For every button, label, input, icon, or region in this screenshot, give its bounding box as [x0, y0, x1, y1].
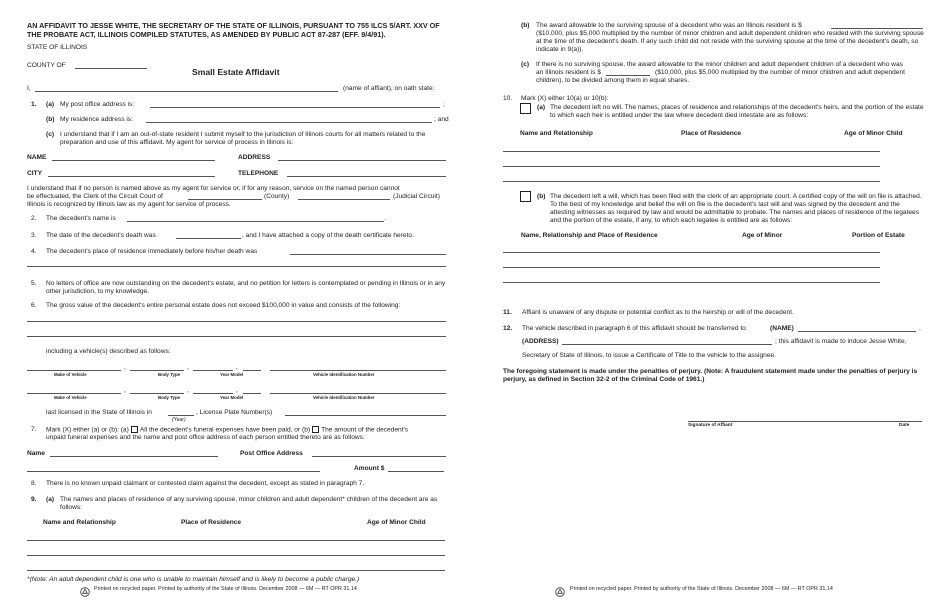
p1b-text: My residence address is:: [60, 116, 133, 123]
footer: Printed on recycled paper. Printed by authority of the State of Illinois. December 2008 — 6M — RT OPR 31.14: [94, 586, 357, 592]
perjury-statement: The foregoing statement is made under the penalties of perjury. (Note: A fraudulent statement made under the penalties of perjury is perjury, as defined in Section 32-2 of the Criminal Code of 1961.): [503, 368, 918, 383]
heir-line-2[interactable]: [503, 166, 880, 167]
p11-num: 11.: [503, 309, 512, 316]
children-award-field[interactable]: [606, 75, 650, 76]
recycle-icon: [80, 584, 90, 602]
checkbox-icon[interactable]: [131, 426, 138, 433]
recycle-icon: [555, 584, 565, 602]
p3-end: , and I have attached a copy of the death certificate hereto.: [242, 232, 414, 239]
transferee-name-field[interactable]: [798, 331, 916, 332]
col-name: Name and Relationship: [43, 519, 116, 526]
p7-num: 7.: [31, 426, 37, 433]
funeral-name-label: Name: [27, 450, 45, 457]
p1a-label: (a): [46, 101, 55, 108]
p2-text: The decedent's name is: [46, 215, 116, 222]
p12-address-end: ; this affidavit is made to induce Jesse White,: [775, 338, 907, 345]
county-field[interactable]: [75, 68, 147, 69]
survivor-line-2[interactable]: [27, 555, 445, 556]
legatee-col-age: Age of Minor: [742, 232, 783, 239]
p12-address-label: (ADDRESS): [522, 338, 559, 345]
header-line-2: THE PROBATE ACT, ILLINOIS COMPILED STATUTES, AS AMENDED BY PUBLIC ACT 87-287 (EFF. 9/4/91).: [27, 30, 386, 39]
survivor-line-3[interactable]: [27, 570, 445, 571]
agent-name-field[interactable]: [52, 160, 215, 161]
vehicle-year-field[interactable]: [193, 370, 233, 371]
p1c-label: (c): [46, 131, 55, 138]
p9c-line-3: children), to be divided among them in equal shares.: [536, 77, 690, 84]
col-age: Age of Minor Child: [367, 519, 426, 526]
p10-text: Mark (X) either 10(a) or 10(b):: [521, 95, 609, 102]
affiant-name-field[interactable]: [35, 91, 338, 92]
heir-line-1[interactable]: [503, 151, 880, 152]
date-caption: Date: [899, 423, 910, 428]
vehicle-intro: including a vehicle(s) described as follows:: [46, 348, 171, 355]
county-label: COUNTY OF: [27, 62, 66, 69]
p9b-label: (b): [521, 22, 530, 29]
residence-address-field[interactable]: [146, 122, 432, 123]
legatee-col-name: Name, Relationship and Place of Residence: [521, 232, 658, 239]
state-label: STATE OF ILLINOIS: [27, 44, 88, 51]
p5-num: 5.: [31, 280, 37, 287]
vehicle-year-field-2[interactable]: [243, 393, 261, 394]
p7-intro: Mark (X) either (a) or (b): (a): [46, 426, 129, 434]
name-label: NAME: [27, 154, 47, 161]
p8-num: 8.: [31, 480, 37, 487]
p9c-label: (c): [521, 61, 530, 68]
checkbox-icon[interactable]: [520, 191, 531, 202]
p9-num: 9.: [31, 496, 37, 503]
p9c-line-1: If there is no surviving spouse, the award allowable to the minor children and adult dependent children of a decedent who was: [536, 61, 903, 68]
vehicle-year-field[interactable]: [193, 393, 233, 394]
agent-para-2a: be effectuated, the Clerk of the Circuit Court of: [27, 193, 163, 200]
spouse-award-field[interactable]: [831, 28, 923, 29]
p7-option-a: All the decedent's funeral expenses have been paid, or (b): [139, 426, 311, 434]
vehicle-vin-field[interactable]: [270, 370, 446, 371]
p5-text: No letters of office are now outstanding on the decedent's estate, and no petition for letters is contemplated or pending in Illinois or in any other jurisdiction, to my knowledge.: [46, 280, 446, 295]
affiant-note: (name of affiant), on oath state:: [343, 85, 435, 92]
p6-num: 6.: [31, 302, 37, 309]
p10b-text: The decedent left a will, which has been filed with the clerk of an appropriate court. A certified copy of the will on file is attached. To the best of my knowledge and belief the will on file is the decedent's last will and was signed by the decedent and the attesting witnesses as required by law and would be admittable to probate. The names and places of residence of the legatees and the portion of the estate, if any, to which each legatee is entitled are as follows:: [550, 193, 922, 224]
p6-text: The gross value of the decedent's entire personal estate does not exceed $100,000 in value and consists of the following:: [46, 302, 401, 309]
p12-text: The vehicle described in paragraph 6 of this affidavit should be transferred to: [522, 325, 746, 332]
p1b-end: ; and: [434, 116, 449, 123]
decedent-name-field[interactable]: [127, 221, 384, 222]
vehicle-vin-field[interactable]: [270, 393, 446, 394]
death-date-field[interactable]: [176, 238, 241, 239]
agent-para-1: I understand that if no person is named above as my agent for service or, if for any reason, service on the named person cannot: [27, 185, 400, 192]
funeral-poa-label: Post Office Address: [240, 450, 303, 457]
vehicle-make-field[interactable]: [27, 393, 121, 394]
funeral-line-2[interactable]: [27, 471, 320, 472]
year-caption: Year Model: [220, 372, 244, 377]
p1a-end: ;: [443, 101, 445, 108]
p1c-text: I understand that if I am an out-of-state resident I submit myself to the jurisdiction of Illinois courts for all matters related to the preparation and use of this affidavit. My agent for service of process in Illinois is:: [60, 131, 426, 146]
p2-num: 2.: [31, 215, 37, 222]
license-plate-text: , License Plate Number(s): [196, 409, 273, 416]
year-caption: Year Model: [220, 395, 244, 400]
legatee-line-2[interactable]: [503, 267, 880, 268]
p2-end: .: [385, 215, 387, 222]
checkbox-icon[interactable]: [312, 426, 319, 433]
vin-caption: Vehicle Identification Number: [313, 372, 375, 377]
col-place: Place of Residence: [181, 519, 242, 526]
p9b-rest: ($10,000, plus $5,000 multiplied by the number of minor children and adult dependent children who resided with the surviving spouse at the time of the decedent's death. If any such child did not reside with the surviving spouse at the time of the decedent's death, so indicate in 9(a)).: [536, 30, 924, 53]
licensed-text: last licensed in the State of Illinois in: [46, 409, 152, 416]
telephone-label: TELEPHONE: [238, 170, 279, 177]
p1-num: 1.: [31, 101, 37, 108]
heir-col-name: Name and Relationship: [520, 130, 593, 137]
transferee-address-field[interactable]: [562, 344, 772, 345]
make-caption: Make of Vehicle: [54, 395, 87, 400]
p3-text: The date of the decedent's death was: [46, 232, 156, 239]
p9b-line-1: The award allowable to the surviving spouse of a decedent who was an Illinois resident is $: [536, 22, 802, 29]
agent-city-field[interactable]: [48, 176, 215, 177]
signature-field[interactable]: [688, 421, 922, 422]
amount-label: Amount $: [354, 465, 385, 472]
legatee-line-1[interactable]: [503, 252, 880, 253]
city-label: CITY: [27, 170, 43, 177]
county-court-field[interactable]: [188, 199, 262, 200]
p12-num: 12.: [503, 325, 513, 332]
body-caption: Body Type: [158, 372, 181, 377]
survivor-line-1[interactable]: [27, 540, 445, 541]
signature-caption: Signature of Affiant: [688, 423, 733, 428]
p9c-line-2a: an Illinois resident is $: [536, 69, 601, 76]
agent-para-2c: (Judicial Circuit): [393, 193, 440, 200]
p9a-label: (a): [46, 496, 55, 503]
p4-num: 4.: [31, 248, 37, 255]
p10-num: 10.: [503, 95, 513, 102]
year-note: (Year): [172, 417, 186, 423]
heir-line-3[interactable]: [503, 181, 880, 182]
legatee-col-portion: Portion of Estate: [852, 232, 905, 239]
legatee-line-3[interactable]: [503, 282, 880, 283]
vehicle-make-field[interactable]: [27, 370, 121, 371]
affiant-i: I,: [27, 85, 31, 92]
p9c-line-2b: ($10,000, plus $5,000 multiplied by the number of minor children and adult dependent: [655, 69, 905, 76]
make-caption: Make of Vehicle: [54, 372, 87, 377]
funeral-name-field[interactable]: [50, 456, 218, 457]
p12-end: ,: [919, 325, 921, 332]
p10b-label: (b): [537, 193, 546, 200]
license-plate-field[interactable]: [285, 415, 446, 416]
residence-before-death-field[interactable]: [290, 254, 446, 255]
p8-text: There is no known unpaid claimant or contested claim against the decedent, except as stated in paragraph 7.: [46, 480, 365, 487]
post-office-address-field[interactable]: [150, 107, 440, 108]
p10a-text: The decedent left no will. The names, places of residence and relationships of the decedent's heirs, and the portion of the estate to which each heir is entitled under the law where decedent died intestate are as follows:: [550, 104, 924, 119]
estate-line-1[interactable]: [27, 321, 446, 322]
address-label: ADDRESS: [238, 154, 271, 161]
header-line-1: AN AFFIDAVIT TO JESSE WHITE, THE SECRETARY OF THE STATE OF ILLINOIS, PURSUANT TO 755 ILCS 5/ART. XXV OF: [27, 21, 440, 30]
p1a-text: My post office address is:: [60, 101, 135, 108]
p4-text: The decedent's place of residence immediately before his/her death was: [46, 248, 258, 255]
agent-telephone-field[interactable]: [287, 176, 446, 177]
agent-address-field[interactable]: [278, 160, 446, 161]
form-title: Small Estate Affidavit: [192, 67, 280, 77]
body-caption: Body Type: [158, 395, 181, 400]
amount-field[interactable]: [388, 471, 444, 472]
p1b-label: (b): [46, 116, 55, 123]
licensed-year-field[interactable]: [168, 415, 194, 416]
heir-col-place: Place of Residence: [681, 130, 742, 137]
checkbox-icon[interactable]: [520, 103, 531, 114]
vehicle-body-field[interactable]: [130, 393, 184, 394]
p12-line-3: Secretary of State of Illinois, to issue a Certificate of Title to the vehicle to the assignee.: [522, 352, 776, 359]
p9a-text: The names and places of residence of any surviving spouse, minor children and adult dependent* children of the decedent are as follows:: [60, 496, 438, 511]
p11-text: Affiant is unaware of any dispute or potential conflict as to the heirship or will of the decedent.: [522, 309, 794, 316]
p12-name-label: (NAME): [770, 325, 794, 332]
heir-col-age: Age of Minor Child: [844, 130, 903, 137]
estate-line-2[interactable]: [27, 336, 446, 337]
p7-option-b: The amount of the decedent's: [321, 426, 409, 434]
residence-continued-field[interactable]: [27, 266, 446, 267]
vehicle-body-field[interactable]: [130, 370, 184, 371]
vehicle-year-field-2[interactable]: [243, 370, 261, 371]
agent-para-3: Illinois is recognized by Illinois law as my agent for service of process.: [27, 201, 231, 208]
footer: Printed on recycled paper. Printed by authority of the State of Illinois. December 2008 — 6M — RT OPR 31.14: [570, 586, 833, 592]
vin-caption: Vehicle Identification Number: [313, 395, 375, 400]
p3-num: 3.: [31, 232, 37, 239]
judicial-circuit-field[interactable]: [298, 199, 390, 200]
p7-text-2: unpaid funeral expenses and the name and post office address of each person entitled thereto are as follows:: [46, 434, 365, 441]
note: *(Note: An adult dependent child is one who is unable to maintain himself and is likely to become a public charge.): [27, 576, 360, 583]
agent-para-2b: (County): [264, 193, 290, 200]
p10a-label: (a): [537, 104, 546, 111]
funeral-poa-field[interactable]: [312, 456, 446, 457]
